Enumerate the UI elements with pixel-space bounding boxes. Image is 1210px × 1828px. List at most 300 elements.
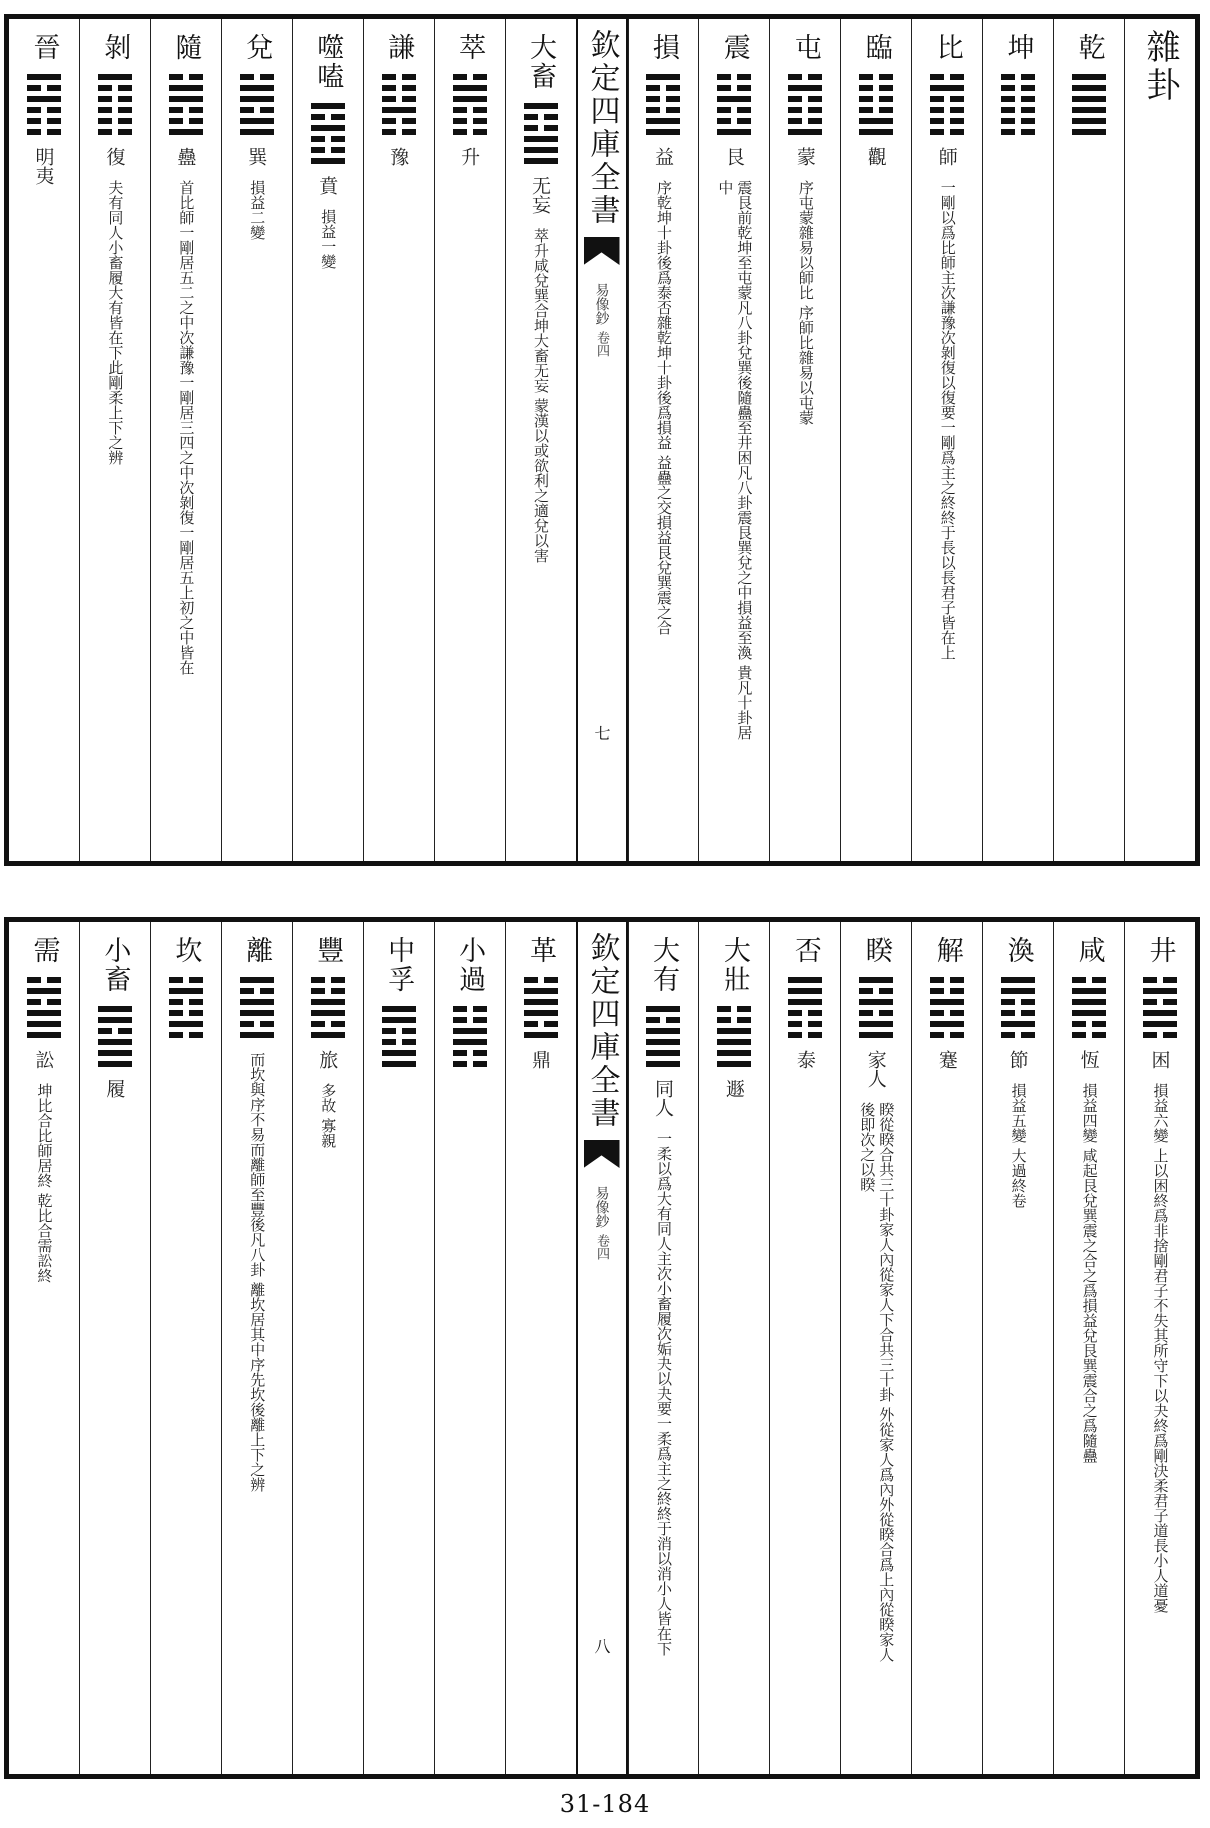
yang-line [1001,988,1035,994]
yin-line [1001,107,1035,113]
yang-line [311,125,345,131]
yang-line [98,1006,132,1012]
hexagram-name: 臨 [860,33,892,62]
yin-line [311,147,345,153]
yang-line [453,1039,487,1045]
hexagram-column [221,19,292,861]
hexagram-name: 乾 [1073,33,1105,62]
hexagram-symbol-icon [524,977,558,1038]
top-columns [9,19,1195,861]
commentary-text: 損益二變 [248,180,267,240]
yin-line [646,85,680,91]
yang-line [524,158,558,164]
hexagram-name: 大壯 [718,936,750,994]
yang-line [27,1032,61,1038]
hexagram-column [79,922,150,1774]
yin-line [311,988,345,994]
hexagram-name: 離 [241,936,273,965]
yin-line [1001,129,1035,135]
paired-hexagram-name: 家人 [864,1050,887,1088]
hexagram-name: 坤 [1002,33,1034,62]
yang-line [1072,74,1106,80]
hexagram-column [628,922,699,1774]
commentary-text: 損益六變 上以困終爲非捨剛君子不失其所守下以夬終爲剛決柔君子道長小人道憂 [1151,1083,1170,1613]
hexagram-symbol-icon [98,74,132,135]
yin-line [1143,999,1177,1005]
yang-line [717,1039,751,1045]
yin-line [788,74,822,80]
yin-line [240,74,274,80]
center-fold-column [576,19,628,861]
yang-line [930,999,964,1005]
yin-line [98,129,132,135]
hexagram-column [150,922,221,1774]
leaf-number: 八 [592,1638,611,1654]
yang-line [646,74,680,80]
paired-hexagram-name: 節 [1006,1050,1029,1069]
fish-tail-mark-icon [584,237,620,265]
hexagram-symbol-icon [788,74,822,135]
hexagram-column [363,19,434,861]
hexagram-name: 否 [789,936,821,965]
paired-hexagram-name: 蠱 [174,147,197,166]
yang-line [27,1021,61,1027]
hexagram-name: 需 [28,936,60,965]
yin-line [930,129,964,135]
yang-line [859,999,893,1005]
hexagram-symbol-icon [859,74,893,135]
yang-line [788,988,822,994]
hexagram-column [628,19,699,861]
yin-line [27,118,61,124]
yin-line [717,74,751,80]
hexagram-name: 小過 [454,936,486,994]
yang-line [859,129,893,135]
yin-line [717,118,751,124]
yin-line [788,107,822,113]
yang-line [859,1021,893,1027]
yin-line [382,96,416,102]
hexagram-symbol-icon [646,74,680,135]
hexagram-column [434,19,505,861]
hexagram-name: 解 [931,936,963,965]
hexagram-symbol-icon [240,74,274,135]
commentary-text: 損益五變 大過終卷 [1009,1083,1028,1208]
yang-line [524,1032,558,1038]
yang-line [717,1028,751,1034]
yin-line [524,1021,558,1027]
yin-line [524,977,558,983]
yang-line [240,129,274,135]
yin-line [382,129,416,135]
center-fold-column [576,922,628,1774]
yin-line [1001,74,1035,80]
hexagram-column [1053,922,1124,1774]
yang-line [859,118,893,124]
hexagram-column [292,19,363,861]
paired-hexagram-name: 賁 [316,176,339,195]
yin-line [27,977,61,983]
yang-line [524,136,558,142]
yin-line [646,107,680,113]
yang-line [1072,129,1106,135]
hexagram-name: 豐 [312,936,344,965]
yin-line [1001,118,1035,124]
hexagram-name: 屯 [789,33,821,62]
yin-line [27,129,61,135]
paired-hexagram-name: 泰 [793,1050,816,1069]
yang-line [1072,96,1106,102]
yang-line [646,1039,680,1045]
hexagram-name: 晉 [28,33,60,62]
yin-line [382,1028,416,1034]
book-title: 欽定四庫全書 [584,932,620,1130]
yin-line [453,1006,487,1012]
yin-line [1001,1032,1035,1038]
hexagram-symbol-icon [169,977,203,1038]
paired-hexagram-name: 恆 [1077,1050,1100,1069]
paired-hexagram-name: 益 [651,147,674,166]
yang-line [788,129,822,135]
yin-line [1001,999,1035,1005]
yang-line [930,85,964,91]
yang-line [169,988,203,994]
yin-line [1072,1032,1106,1038]
hexagram-symbol-icon [453,74,487,135]
commentary-text: 序屯蒙雜易以師比 序師比雜易以屯蒙 [796,180,815,425]
hexagram-name: 剝 [99,33,131,62]
paired-hexagram-name: 師 [935,147,958,166]
book-title: 欽定四庫全書 [584,29,620,227]
yang-line [646,118,680,124]
yin-line [382,118,416,124]
hexagram-symbol-icon [240,977,274,1038]
hexagram-column [1124,922,1195,1774]
hexagram-column [911,19,982,861]
yang-line [453,85,487,91]
volume-label: 卷四 [594,331,609,357]
commentary-text: 坤比合比師居終 乾比合需訟終 [35,1083,54,1283]
yin-line [27,107,61,113]
hexagram-column [221,922,292,1774]
yang-line [311,1032,345,1038]
yang-line [524,1010,558,1016]
yang-line [453,96,487,102]
paired-hexagram-name: 鼎 [529,1050,552,1069]
yang-line [1072,988,1106,994]
commentary-text: 萃升咸兌巽合坤大畜无妄 蒙漢以或欲利之適兌以害 [532,228,551,563]
yin-line [930,118,964,124]
hexagram-name: 咸 [1073,936,1105,965]
hexagram-symbol-icon [1001,74,1035,135]
hexagram-name: 比 [931,33,963,62]
hexagram-name: 謙 [383,33,415,62]
yang-line [1072,107,1106,113]
hexagram-symbol-icon [524,103,558,164]
yang-line [311,1010,345,1016]
hexagram-name: 睽 [860,936,892,965]
paired-hexagram-name: 觀 [864,147,887,166]
paired-hexagram-name: 蒙 [793,147,816,166]
paired-hexagram-name: 豫 [387,147,410,166]
yang-line [311,999,345,1005]
commentary-text: 夫有同人小畜履大有皆在下此剛柔上下之辨 [106,180,125,465]
yang-line [930,1021,964,1027]
yin-line [169,1032,203,1038]
hexagram-name: 大畜 [525,33,557,91]
yang-line [788,85,822,91]
paired-hexagram-name: 訟 [32,1050,55,1069]
yang-line [1072,85,1106,91]
hexagram-name: 噬嗑 [312,33,344,91]
hexagram-name: 震 [718,33,750,62]
yin-line [98,118,132,124]
paired-hexagram-name: 明夷 [32,147,55,185]
yin-line [930,977,964,983]
hexagram-symbol-icon [27,74,61,135]
yang-line [524,999,558,1005]
yin-line [382,1039,416,1045]
hexagram-symbol-icon [1072,74,1106,135]
yin-line [930,107,964,113]
paired-hexagram-name: 旅 [316,1050,339,1069]
paired-hexagram-name: 遯 [722,1079,745,1098]
paired-hexagram-name: 同人 [651,1079,674,1117]
yang-line [240,96,274,102]
hexagram-symbol-icon [382,74,416,135]
yin-line [169,74,203,80]
page-number: 31-184 [559,1790,651,1818]
hexagram-column [982,922,1053,1774]
yang-line [788,999,822,1005]
hexagram-column [9,922,79,1774]
commentary-text: 首比師一剛居五二之中次謙豫一剛居三四之中次剝復一剛居五上初之中皆在 [177,180,196,675]
hexagram-name: 大有 [647,936,679,994]
yang-line [98,1039,132,1045]
yin-line [717,107,751,113]
top-page-panel [4,14,1200,866]
hexagram-name: 井 [1144,936,1176,965]
yang-line [717,96,751,102]
yin-line [1072,977,1106,983]
hexagram-symbol-icon [382,1006,416,1067]
hexagram-column [292,922,363,1774]
yang-line [240,999,274,1005]
yang-line [98,1050,132,1056]
yin-line [169,118,203,124]
yang-line [859,1032,893,1038]
yin-line [717,1017,751,1023]
paired-hexagram-name: 復 [103,147,126,166]
yang-line [1072,999,1106,1005]
yin-line [240,988,274,994]
yang-line [524,988,558,994]
paired-hexagram-name: 履 [103,1079,126,1098]
yang-line [646,1050,680,1056]
hexagram-name: 革 [525,936,557,965]
yin-line [240,1021,274,1027]
commentary-text: 而坎與序不易而離師至豐後凡八卦 離坎居其中序先坎後離上下之辨 [248,1052,267,1492]
yin-line [859,1010,893,1016]
yin-line [98,1028,132,1034]
hexagram-column [434,922,505,1774]
hexagram-symbol-icon [1001,977,1035,1038]
hexagram-column [840,922,911,1774]
yin-line [930,96,964,102]
commentary-text: 震艮前乾坤至屯蒙凡八卦兌巽後隨蠱至井困凡八卦震艮巽兌之中損益至渙 貴凡十卦居中 [716,180,754,740]
yin-line [382,74,416,80]
yin-line [453,107,487,113]
hexagram-symbol-icon [788,977,822,1038]
hexagram-symbol-icon [453,1006,487,1067]
yin-line [169,977,203,983]
yang-line [98,74,132,80]
section-title: 雜卦 [1140,29,1181,105]
yang-line [717,1061,751,1067]
paired-hexagram-name: 无妄 [529,176,552,214]
hexagram-symbol-icon [930,74,964,135]
yin-line [788,1032,822,1038]
yang-line [1001,1021,1035,1027]
yin-line [859,74,893,80]
yang-line [1143,1010,1177,1016]
paired-hexagram-name: 艮 [722,147,745,166]
yin-line [98,85,132,91]
yang-line [382,107,416,113]
yin-line [453,118,487,124]
yang-line [1143,988,1177,994]
paired-hexagram-name: 困 [1148,1050,1171,1069]
yang-line [524,103,558,109]
yin-line [98,96,132,102]
leaf-number: 七 [592,725,611,741]
yin-line [859,107,893,113]
commentary-text: 序乾坤十卦後爲泰否雜乾坤十卦後爲損益 益蠱之交損益艮兌巽震之合 [654,180,673,635]
hexagram-column [769,922,840,1774]
commentary-text: 損益一變 [319,209,338,269]
yin-line [646,96,680,102]
yin-line [1001,1010,1035,1016]
yin-line [930,1032,964,1038]
hexagram-column [982,19,1053,861]
yin-line [788,118,822,124]
hexagram-name: 隨 [170,33,202,62]
yin-line [859,988,893,994]
yang-line [98,1061,132,1067]
hexagram-symbol-icon [930,977,964,1038]
volume-label: 卷四 [594,1234,609,1260]
yin-line [453,1050,487,1056]
hexagram-symbol-icon [859,977,893,1038]
yin-line [169,999,203,1005]
yin-line [382,85,416,91]
yang-line [311,158,345,164]
yang-line [382,1050,416,1056]
yin-line [930,1010,964,1016]
hexagram-column [505,922,576,1774]
yin-line [240,107,274,113]
yang-line [240,977,274,983]
hexagram-name: 損 [647,33,679,62]
yang-line [717,1050,751,1056]
yang-line [1001,977,1035,983]
yang-line [169,1021,203,1027]
yang-line [646,1028,680,1034]
paired-hexagram-name: 升 [458,147,481,166]
hexagram-symbol-icon [169,74,203,135]
hexagram-column [1124,19,1195,861]
yang-line [1072,118,1106,124]
hexagram-column [9,19,79,861]
yin-line [788,1021,822,1027]
yin-line [1143,1032,1177,1038]
commentary-text: 多故 寡親 [319,1083,338,1148]
yin-line [453,1061,487,1067]
yang-line [1143,1021,1177,1027]
hexagram-symbol-icon [27,977,61,1038]
hexagram-symbol-icon [717,74,751,135]
yin-line [717,85,751,91]
yin-line [169,1010,203,1016]
yang-line [98,1017,132,1023]
hexagram-name: 中孚 [383,936,415,994]
yin-line [311,1021,345,1027]
commentary-text: 一剛以爲比師主次謙豫次剝復以復要一剛爲主之終終于長以長君子皆在上 [938,180,957,660]
hexagram-name: 萃 [454,33,486,62]
yang-line [453,1028,487,1034]
book-subtitle: 易像鈔 [593,1186,610,1228]
yang-line [169,85,203,91]
yang-line [169,96,203,102]
yin-line [788,1010,822,1016]
yang-line [27,74,61,80]
hexagram-column [363,922,434,1774]
yang-line [27,988,61,994]
bottom-page-panel [4,917,1200,1779]
hexagram-name: 渙 [1002,936,1034,965]
yang-line [788,977,822,983]
hexagram-name: 坎 [170,936,202,965]
yin-line [311,114,345,120]
hexagram-column [1053,19,1124,861]
yang-line [382,1006,416,1012]
hexagram-column [79,19,150,861]
commentary-text: 睽從睽合共三十卦家人內從家人下合共三十卦 外從家人爲內外從睽合爲上內從睽家人後即次之以睽 [858,1102,896,1662]
fish-tail-mark-icon [584,1140,620,1168]
yang-line [27,96,61,102]
yang-line [240,1010,274,1016]
yin-line [646,1017,680,1023]
yin-line [1072,1021,1106,1027]
yin-line [311,977,345,983]
yang-line [382,1017,416,1023]
hexagram-column [698,922,769,1774]
yin-line [524,125,558,131]
yin-line [1143,977,1177,983]
yang-line [1072,1010,1106,1016]
yang-line [382,1061,416,1067]
yang-line [240,1032,274,1038]
bottom-columns [9,922,1195,1774]
hexagram-symbol-icon [1072,977,1106,1038]
hexagram-symbol-icon [311,977,345,1038]
paired-hexagram-name: 蹇 [935,1050,958,1069]
hexagram-symbol-icon [646,1006,680,1067]
commentary-text: 損益四變 咸起艮兌巽震之合之爲損益兌艮巽震合之爲隨蠱 [1080,1083,1099,1463]
yin-line [453,129,487,135]
hexagram-symbol-icon [717,1006,751,1067]
yin-line [930,988,964,994]
